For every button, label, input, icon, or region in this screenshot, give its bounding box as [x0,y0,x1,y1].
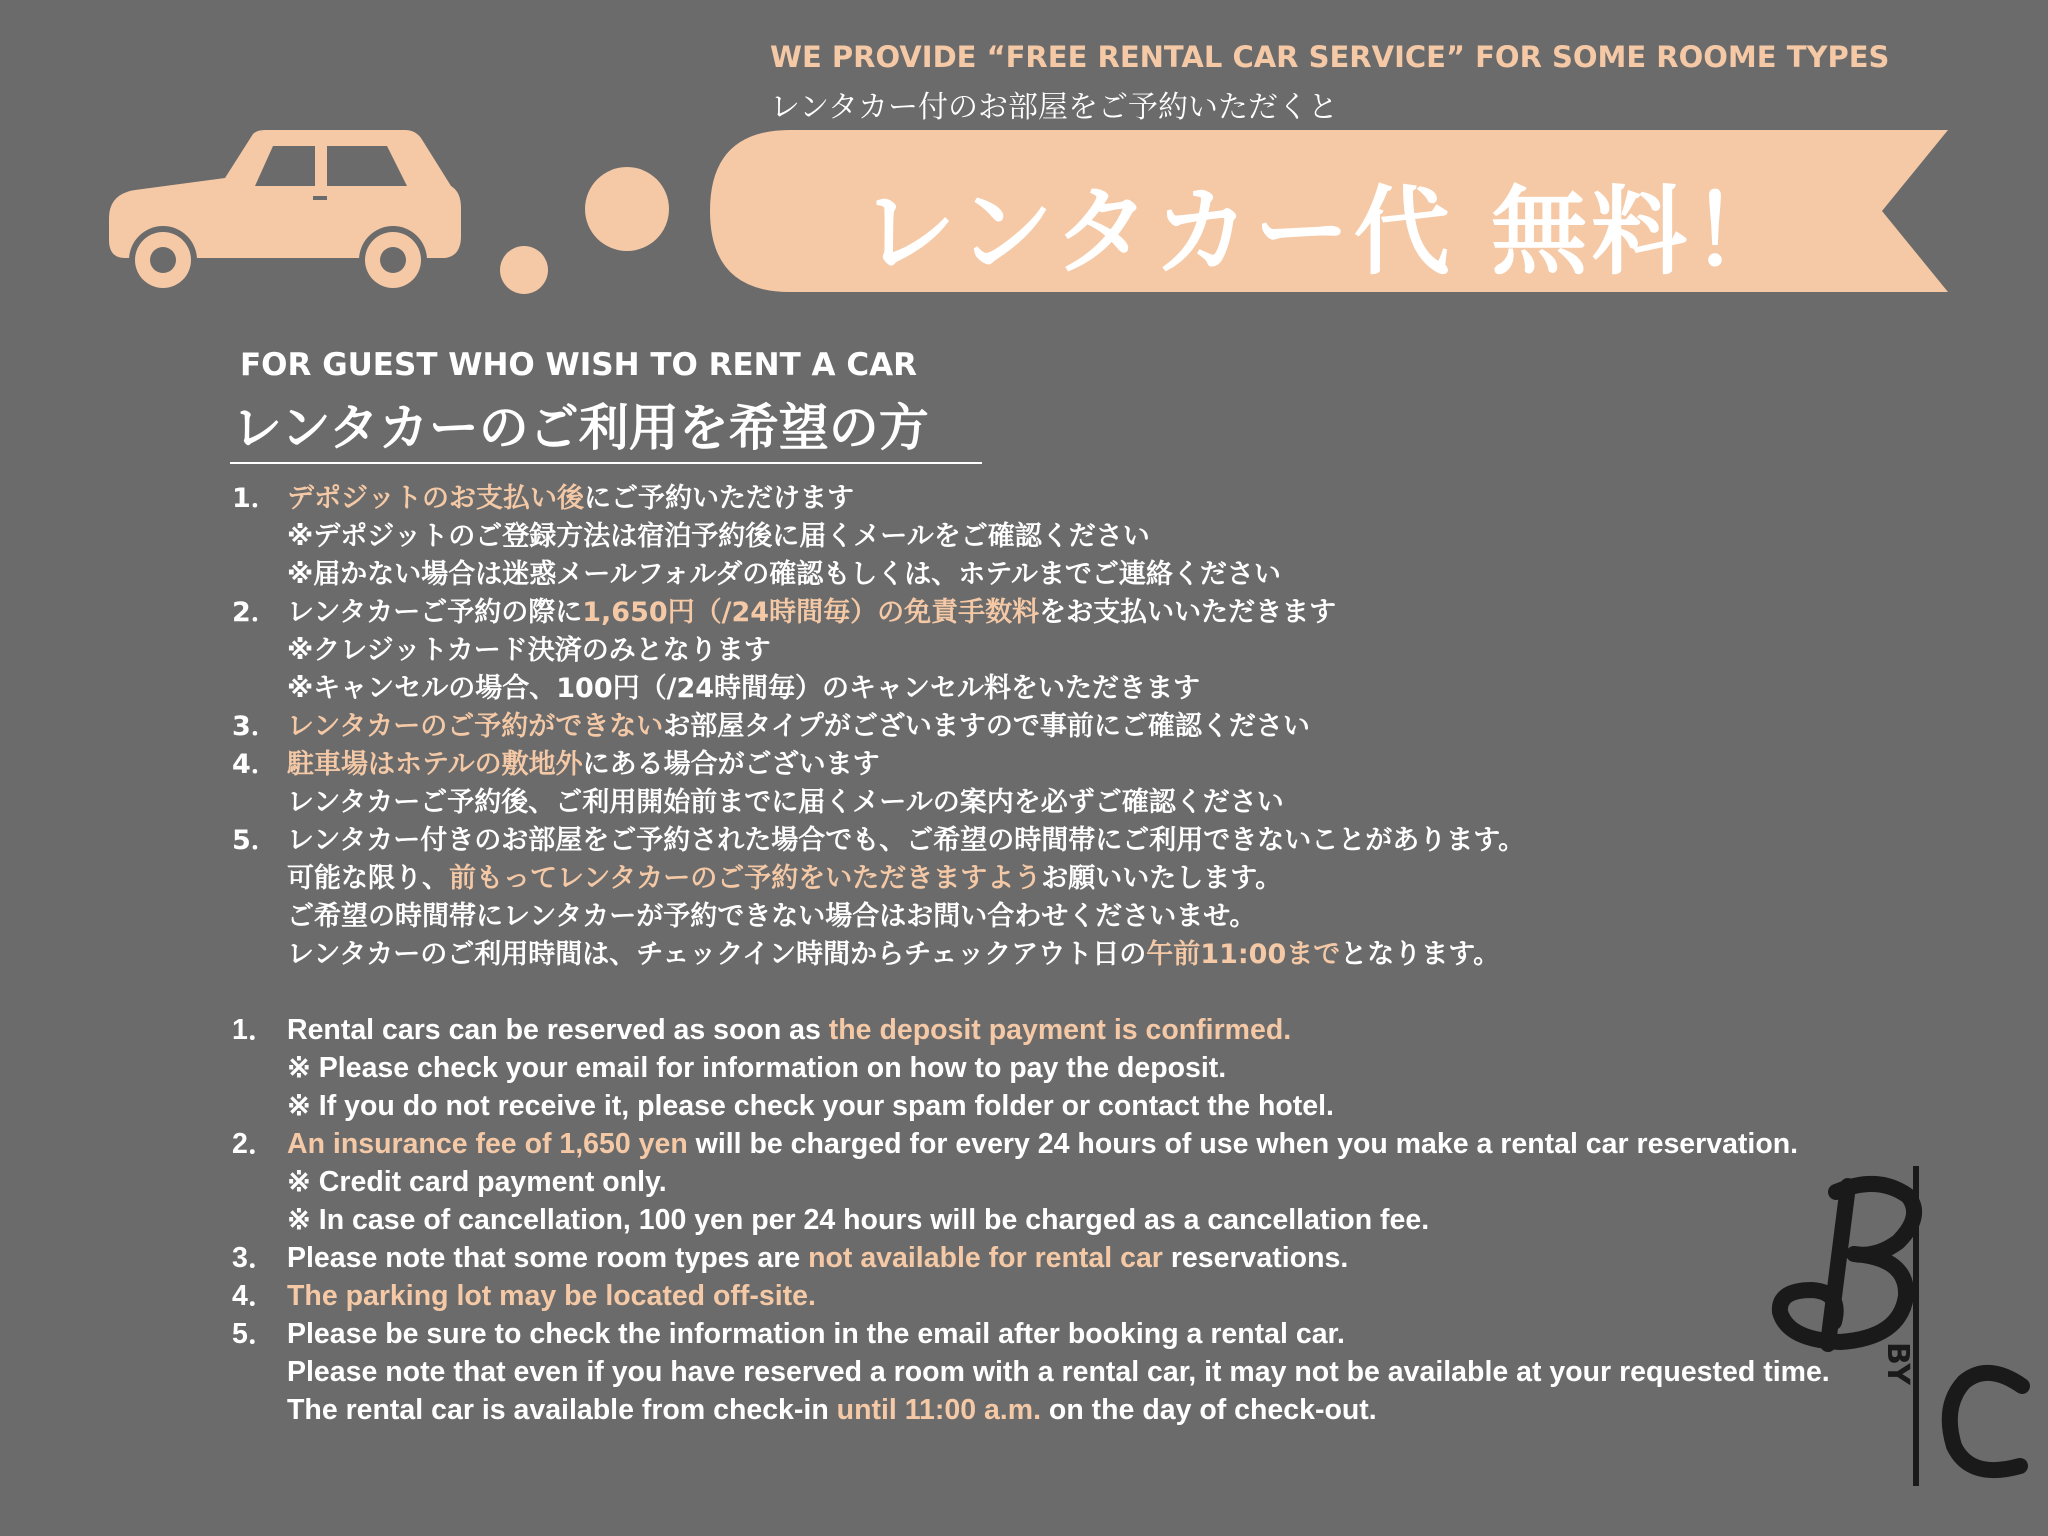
item-line [287,1011,1830,1049]
list-item [232,822,1525,974]
bubble-small [500,246,548,294]
item-number: 2． [232,597,278,628]
highlight-text: 駐車場はホテルの敷地外 [287,749,583,780]
list-item [232,708,1525,746]
item-line [287,708,1525,746]
item-number: 1． [232,483,278,514]
free-rental-banner [710,130,1950,292]
item-note: ※ If you do not receive it, please check your spam folder or contact the hotel. [287,1090,1334,1122]
item-note [287,936,1525,974]
item-text: Rental cars can be reserved as soon as [287,1014,829,1046]
item-text: となります。 [1340,939,1501,970]
highlight-text: until 11:00 a.m. [836,1394,1041,1426]
highlight-text: デポジットのお支払い後 [287,483,584,514]
item-note: ※届かない場合は迷惑メールフォルダの確認もしくは、ホテルまでご連絡ください [287,559,1281,590]
item-line: Please be sure to check the information in the email after booking a rental car. [287,1318,1345,1350]
item-line [287,594,1525,632]
item-text: レンタカーご予約の際に [287,597,583,628]
item-text: お部屋タイプがございますので事前にご確認ください [663,711,1310,742]
svg-text:BY: BY [1880,1342,1915,1385]
hotel-logo [1758,1166,2038,1486]
highlight-text: 前もってレンタカーのご予約をいただきますよう [449,863,1042,894]
list-item [232,1239,1830,1277]
list-item [232,746,1525,822]
highlight-text: An insurance fee of 1,650 yen [287,1128,688,1160]
item-text: にご予約いただけます [584,483,854,514]
item-note: ※クレジットカード決済のみとなります [287,635,771,666]
list-item [232,1277,1830,1315]
car-icon [105,128,465,298]
section-heading-en: FOR GUEST WHO WISH TO RENT A CAR [240,347,917,383]
item-text: にある場合がございます [582,749,880,780]
en-notice-list [232,1011,1830,1429]
bubble-large [585,167,669,251]
item-note: ※デポジットのご登録方法は宿泊予約後に届くメールをご確認ください [287,521,1150,552]
list-item [232,1011,1830,1125]
item-text: お願いいたします。 [1041,863,1283,894]
header-title-jp: レンタカー付のお部屋をご予約いただくと [770,90,1339,125]
list-item [232,1125,1830,1239]
item-text: will be charged for every 24 hours of use when you make a rental car reservation. [687,1128,1799,1160]
item-note: ※ Credit card payment only. [287,1166,667,1198]
item-note: ※ In case of cancellation, 100 yen per 24 hours will be charged as a cancellation fee. [287,1204,1430,1236]
highlight-text: not available for rental car [808,1242,1163,1274]
item-text: 可能な限り、 [287,863,449,894]
item-line [287,480,1525,518]
banner-text: レンタカー代 無料！ [860,176,1792,288]
highlight-text: レンタカーのご予約ができない [287,711,664,742]
item-note: ※キャンセルの場合、100円（/24時間毎）のキャンセル料をいただきます [287,673,1201,704]
item-text: Please note that some room types are [287,1242,809,1274]
list-item [232,480,1525,594]
header-title-en: WE PROVIDE “FREE RENTAL CAR SERVICE” FOR SOME ROOME TYPES [770,40,1890,74]
item-line [287,1239,1830,1277]
section-heading-jp: レンタカーのご利用を希望の方 [232,399,929,457]
item-text: on the day of check-out. [1041,1394,1377,1426]
item-note [287,1391,1830,1429]
item-number: 2． [232,1128,277,1160]
item-note: ご希望の時間帯にレンタカーが予約できない場合はお問い合わせくださいませ。 [287,901,1257,932]
highlight-text: 1,650円（/24時間毎）の免責手数料 [582,597,1040,628]
item-line: レンタカー付きのお部屋をご予約された場合でも、ご希望の時間帯にご利用できないことがあります。 [287,825,1526,856]
item-line [287,746,1525,784]
item-note: Please note that even if you have reserved a room with a rental car, it may not be available at your requested time. [287,1356,1830,1388]
item-text: をお支払いいただきます [1039,597,1337,628]
item-note: ※ Please check your email for information on how to pay the deposit. [287,1052,1227,1084]
item-text: reservations. [1162,1242,1349,1274]
item-number: 4． [232,749,278,780]
section-divider [230,462,982,464]
list-item [232,1315,1830,1429]
jp-notice-list [232,480,1525,974]
highlight-text: 午前11:00まで [1146,939,1341,970]
item-note: レンタカーご予約後、ご利用開始前までに届くメールの案内を必ずご確認ください [287,787,1284,818]
item-text: The rental car is available from check-in [287,1394,837,1426]
list-item [232,594,1525,708]
item-number: 3． [232,1242,277,1274]
item-number: 5． [232,1318,277,1350]
item-number: 4． [232,1280,277,1312]
item-number: 5． [232,825,278,856]
item-note [287,860,1525,898]
highlight-text: the deposit payment is confirmed. [828,1014,1292,1046]
item-number: 3． [232,711,278,742]
highlight-text: The parking lot may be located off-site. [287,1280,816,1312]
item-number: 1． [232,1014,277,1046]
item-text: レンタカーのご利用時間は、チェックイン時間からチェックアウト日の [287,939,1147,970]
item-line [287,1125,1830,1163]
